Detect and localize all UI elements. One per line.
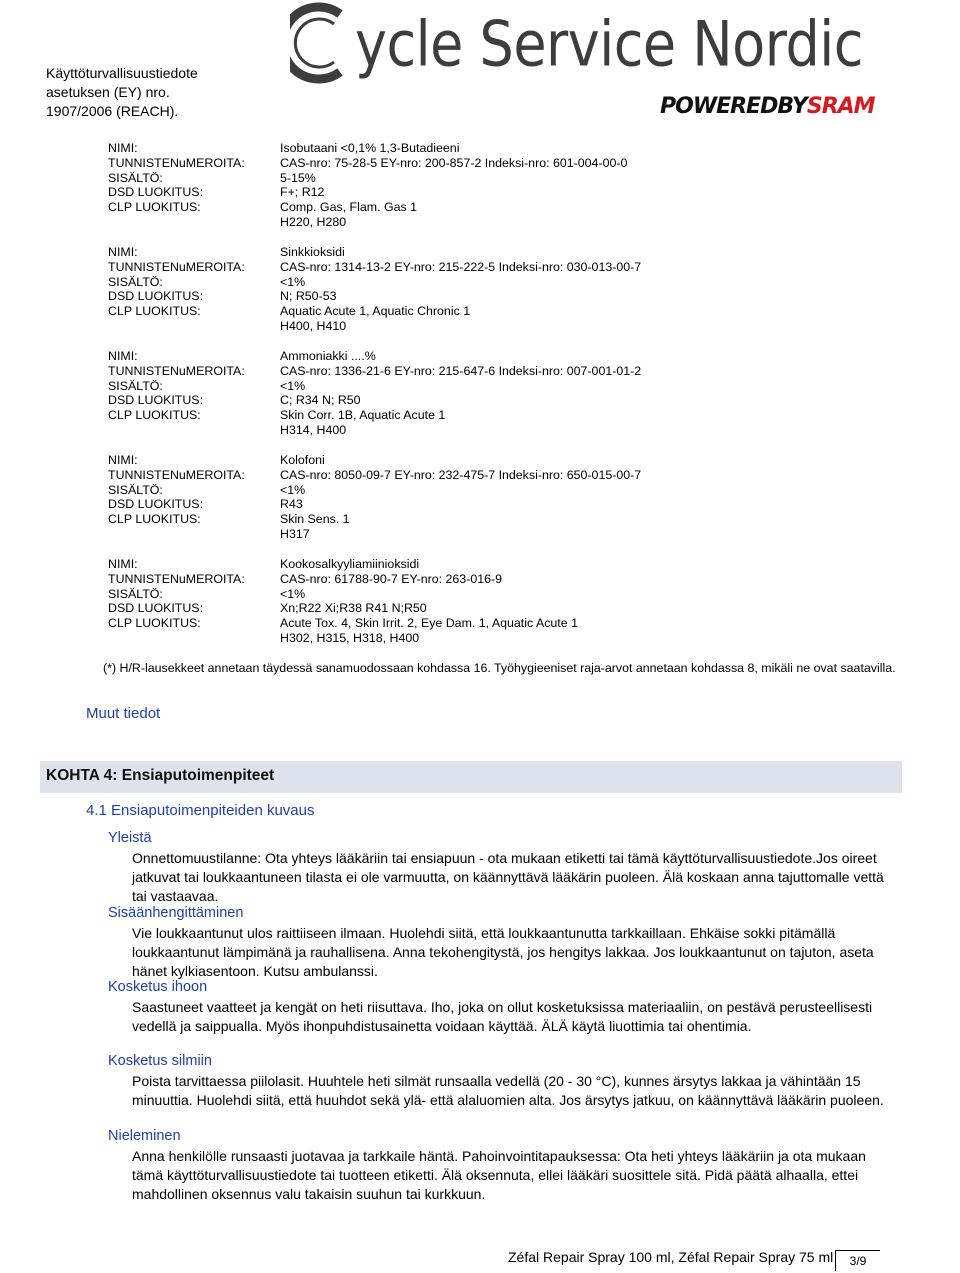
field-label: NIMI: xyxy=(108,453,138,467)
section-title: KOHTA 4: Ensiaputoimenpiteet xyxy=(46,767,275,784)
field-value: 5-15% xyxy=(280,170,316,185)
field-label: SISÄLTÖ: xyxy=(108,274,163,289)
doc-header-line-2: asetuksen (EY) nro. xyxy=(46,84,170,100)
first-aid-text: Saastuneet vaatteet ja kengät on heti riisuttava. Iho, joka on ollut kosketuksissa materiaaliin, on pestävä perusteellisesti vedellä ja saippualla. Myös ihonpuhdistusainetta voidaan käyttää. ÄLÄ käytä liuottimia tai ohentimia. xyxy=(132,999,873,1034)
field-value: Skin Sens. 1 xyxy=(280,512,350,527)
first-aid-heading: Kosketus silmiin xyxy=(108,1053,212,1069)
field-label: CLP LUOKITUS: xyxy=(108,304,201,319)
field-value: Kolofoni xyxy=(280,453,325,467)
field-label: NIMI: xyxy=(108,349,138,363)
first-aid-heading: Nieleminen xyxy=(108,1128,181,1144)
first-aid-text: Onnettomuustilanne: Ota yhteys lääkäriin tai ensiapuun - ota mukaan etiketti tai tämä käyttöturvallisuustiedote.Jos oireet jatkuvat tai loukkaantuneen tilasta ei ole varmuutta, on käännyttävä lääkärin puoleen. Älä koskaan anna tajuttomalle vettä tai vastaavaa. xyxy=(132,850,884,904)
field-value: <1% xyxy=(280,378,306,393)
field-value: CAS-nro: 75-28-5 EY-nro: 200-857-2 Indeksi-nro: 601-004-00-0 xyxy=(280,155,628,170)
other-info-link[interactable]: Muut tiedot xyxy=(86,705,161,722)
field-value: CAS-nro: 1336-21-6 EY-nro: 215-647-6 Indeksi-nro: 007-001-01-2 xyxy=(280,363,642,378)
field-value: H302, H315, H318, H400 xyxy=(280,630,420,645)
footnote-text: (*) H/R-lausekkeet annetaan täydessä sanamuodossaan kohdassa 16. Työhygieeniset raja-arvot annetaan kohdassa 8, mikäli ne ovat saatavilla. xyxy=(103,661,896,675)
doc-header-line-3: 1907/2006 (REACH). xyxy=(46,103,179,119)
field-value: Acute Tox. 4, Skin Irrit. 2, Eye Dam. 1, Aquatic Acute 1 xyxy=(280,616,578,631)
field-label: DSD LUOKITUS: xyxy=(108,185,204,200)
field-label: SISÄLTÖ: xyxy=(108,170,163,185)
field-value: H314, H400 xyxy=(280,422,347,437)
field-label: NIMI: xyxy=(108,141,138,155)
field-label: TUNNISTENuMEROITA: xyxy=(108,571,245,586)
field-label: TUNNISTENuMEROITA: xyxy=(108,155,245,170)
field-label: CLP LUOKITUS: xyxy=(108,512,201,527)
field-label: SISÄLTÖ: xyxy=(108,586,163,601)
field-label: DSD LUOKITUS: xyxy=(108,497,204,512)
field-label: CLP LUOKITUS: xyxy=(108,408,201,423)
doc-header-line-1: Käyttöturvallisuustiedote xyxy=(46,65,198,81)
field-value: H220, H280 xyxy=(280,214,347,229)
field-label: TUNNISTENuMEROITA: xyxy=(108,467,245,482)
document-type-header xyxy=(46,64,198,121)
field-value: N; R50-53 xyxy=(280,289,337,304)
field-value: Xn;R22 Xi;R38 R41 N;R50 xyxy=(280,601,427,616)
first-aid-heading: Kosketus ihoon xyxy=(108,979,208,995)
footer-product-name: Zéfal Repair Spray 100 ml, Zéfal Repair Spray 75 ml xyxy=(508,1249,834,1265)
field-value: <1% xyxy=(280,586,306,601)
field-value: C; R34 N; R50 xyxy=(280,393,361,408)
first-aid-text: Vie loukkaantunut ulos raittiiseen ilmaan. Huolehdi siitä, että loukkaantunutta tarkkaillaan. Ehkäise sokki pitämällä loukkaantunut lämpimänä ja rauhallisena. Anna tekohengitystä, jos hengitys lakkaa. Jos loukkaantunut on tajuton, aseta hänet kylkiasentoon. Kutsu ambulanssi. xyxy=(132,925,874,979)
field-value: Comp. Gas, Flam. Gas 1 xyxy=(280,200,418,215)
first-aid-heading: Sisäänhengittäminen xyxy=(108,905,244,921)
field-label: TUNNISTENuMEROITA: xyxy=(108,259,245,274)
company-logo-text: ycle Service Nordic xyxy=(355,8,863,81)
field-value: Ammoniakki ....% xyxy=(280,349,376,363)
field-label: DSD LUOKITUS: xyxy=(108,393,204,408)
first-aid-text: Anna henkilölle runsaasti juotavaa ja tarkkaile häntä. Pahoinvointitapauksessa: Ota heti yhteys lääkäriin ja ota mukaan tämä käyttöturvallisuustiedote tai tuotteen etiketti. Älä oksennuta, ellei lääkäri suosittele sitä. Pidä päätä alhaalla, ettei mahdollinen oksennus valu takaisin suuhun tai kurkkuun. xyxy=(132,1148,866,1202)
cycle-c-logo-icon xyxy=(290,0,348,86)
field-value: CAS-nro: 1314-13-2 EY-nro: 215-222-5 Indeksi-nro: 030-013-00-7 xyxy=(280,259,642,274)
sram-brand-text: SRAM xyxy=(806,94,875,119)
first-aid-heading: Yleistä xyxy=(108,830,152,846)
powered-by-text: POWEREDBY xyxy=(660,94,807,119)
field-value: R43 xyxy=(280,497,303,512)
field-label: SISÄLTÖ: xyxy=(108,482,163,497)
field-value: CAS-nro: 8050-09-7 EY-nro: 232-475-7 Indeksi-nro: 650-015-00-7 xyxy=(280,467,642,482)
field-value: CAS-nro: 61788-90-7 EY-nro: 263-016-9 xyxy=(280,571,503,586)
first-aid-text: Poista tarvittaessa piilolasit. Huuhtele heti silmät runsaalla vedellä (20 - 30 °C), kunnes ärsytys lakkaa ja vähintään 15 minuuttia. Huolehdi siitä, että huuhdot sekä ylä- että alaluomien alta. Jos ärsytys jatkuu, on käännyttävä lääkärin puoleen. xyxy=(132,1073,884,1108)
field-value: Sinkkioksidi xyxy=(280,245,345,259)
subsection-title: 4.1 Ensiaputoimenpiteiden kuvaus xyxy=(86,802,315,819)
field-value: <1% xyxy=(280,274,306,289)
field-value: F+; R12 xyxy=(280,185,325,200)
field-label: DSD LUOKITUS: xyxy=(108,289,204,304)
field-value: <1% xyxy=(280,482,306,497)
field-label: DSD LUOKITUS: xyxy=(108,601,204,616)
field-label: CLP LUOKITUS: xyxy=(108,616,201,631)
field-value: Kookosalkyyliamiinioksidi xyxy=(280,557,420,571)
field-label: NIMI: xyxy=(108,557,138,571)
field-label: TUNNISTENuMEROITA: xyxy=(108,363,245,378)
field-label: NIMI: xyxy=(108,245,138,259)
field-label: SISÄLTÖ: xyxy=(108,378,163,393)
field-value: Aquatic Acute 1, Aquatic Chronic 1 xyxy=(280,304,471,319)
powered-by-sram-logo xyxy=(660,94,875,119)
field-value: Isobutaani <0,1% 1,3-Butadieeni xyxy=(280,141,460,155)
field-value: Skin Corr. 1B, Aquatic Acute 1 xyxy=(280,408,446,423)
field-label: CLP LUOKITUS: xyxy=(108,200,201,215)
field-value: H400, H410 xyxy=(280,318,347,333)
page-number: 3/9 xyxy=(835,1250,880,1271)
field-value: H317 xyxy=(280,526,310,541)
